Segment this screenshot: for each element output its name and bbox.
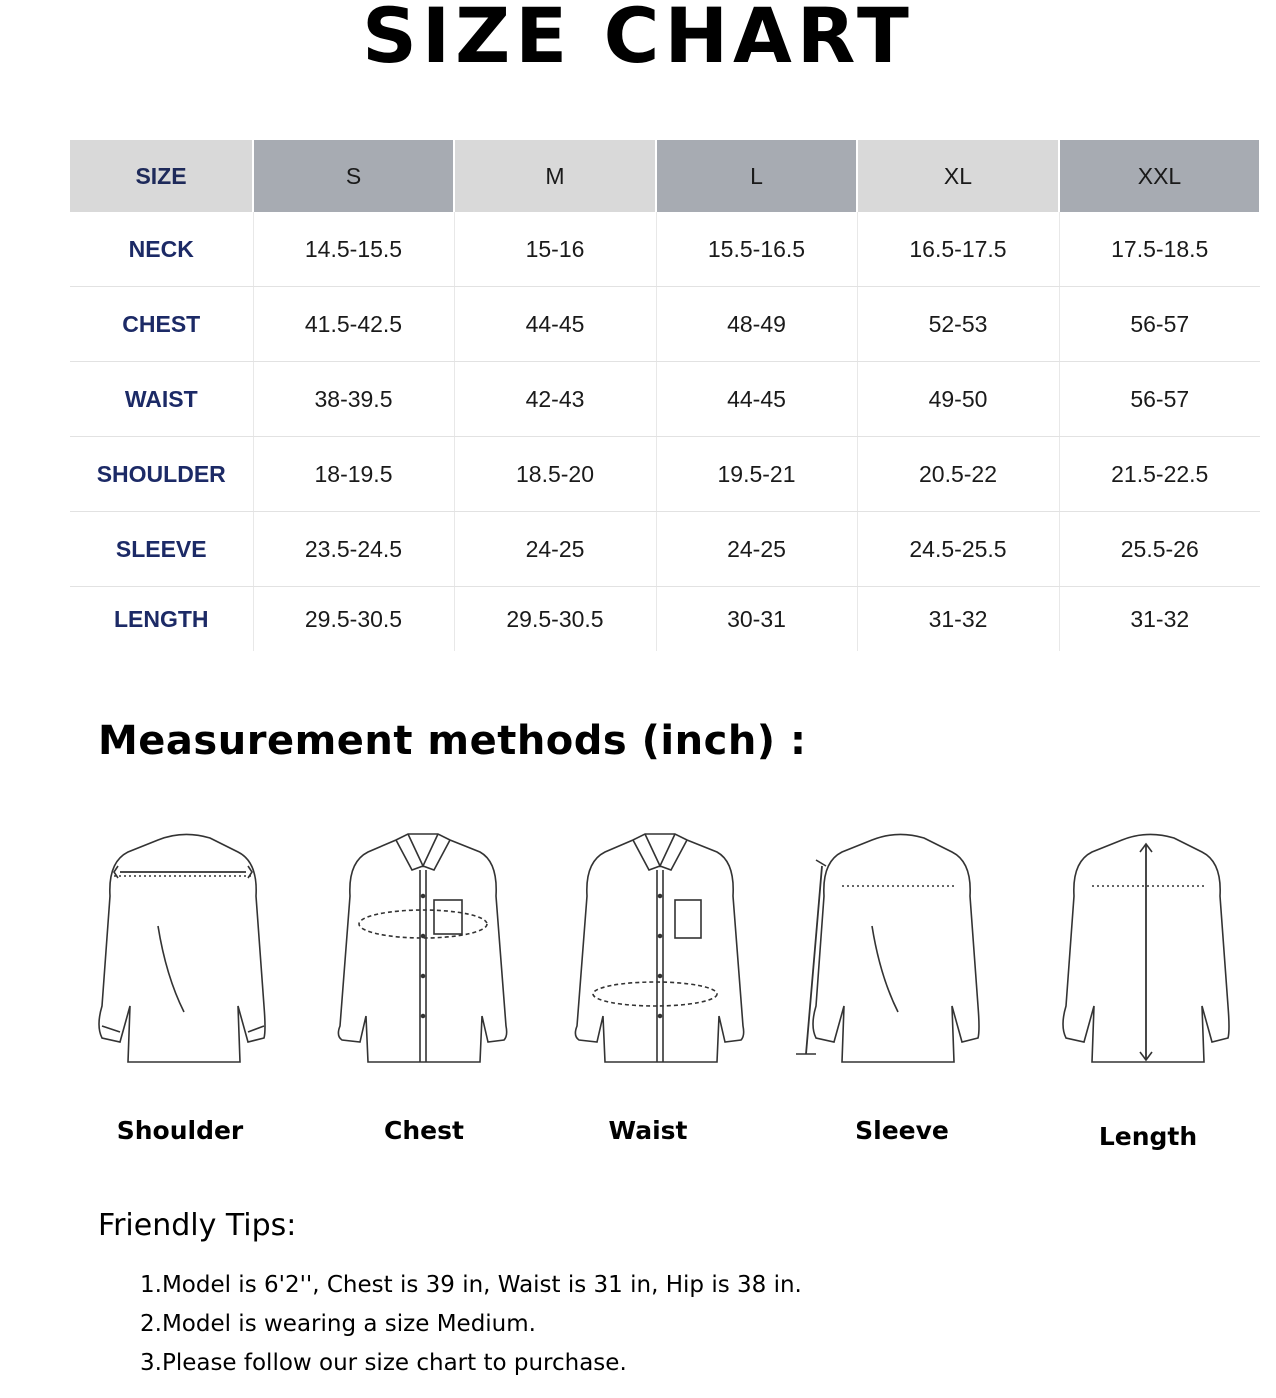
- shirt-back-length-icon: [1048, 826, 1238, 1076]
- shirt-back-shoulder-icon: [88, 826, 278, 1076]
- row-label-sleeve: SLEEVE: [70, 512, 253, 587]
- table-cell: 20.5-22: [857, 437, 1059, 512]
- table-cell: 17.5-18.5: [1059, 212, 1260, 287]
- row-label-shoulder: SHOULDER: [70, 437, 253, 512]
- table-cell: 41.5-42.5: [253, 287, 454, 362]
- table-row: [70, 512, 1260, 587]
- table-cell: 44-45: [656, 362, 857, 437]
- page-title: SIZE CHART: [362, 0, 914, 80]
- table-cell: 31-32: [1130, 605, 1190, 632]
- table-cell: 23.5-24.5: [253, 512, 454, 587]
- table-cell: 29.5-30.5: [454, 587, 656, 652]
- table-cell: 15-16: [454, 212, 656, 287]
- table-cell: 24.5-25.5: [857, 512, 1059, 587]
- friendly-tips-heading: Friendly Tips:: [98, 1208, 297, 1243]
- method-label-sleeve: Sleeve: [855, 1116, 949, 1145]
- table-row: [70, 587, 1260, 652]
- table-row: [70, 287, 1260, 362]
- measurement-methods-heading: Measurement methods (inch) :: [98, 718, 807, 764]
- table-cell: 15.5-16.5: [656, 212, 857, 287]
- table-cell: 16.5-17.5: [857, 212, 1059, 287]
- size-header-xxl: XXL: [1059, 140, 1260, 212]
- tip-item-2: 2.Model is wearing a size Medium.: [140, 1311, 536, 1337]
- row-label-waist: WAIST: [70, 362, 253, 437]
- table-cell: 56-57: [1059, 287, 1260, 362]
- table-cell: 18.5-20: [454, 437, 656, 512]
- table-cell: 38-39.5: [253, 362, 454, 437]
- table-cell: 14.5-15.5: [253, 212, 454, 287]
- table-cell: 29.5-30.5: [253, 587, 454, 652]
- table-cell: 24-25: [656, 512, 857, 587]
- shirt-back-sleeve-icon: [796, 826, 986, 1076]
- table-cell: 44-45: [454, 287, 656, 362]
- tip-item-3: 3.Please follow our size chart to purchase.: [140, 1350, 627, 1376]
- size-header-l: L: [656, 140, 857, 212]
- table-cell: 31-32: [857, 587, 1059, 652]
- size-header-label: SIZE: [70, 140, 253, 212]
- method-label-length: Length: [1098, 1122, 1198, 1151]
- table-cell: 42-43: [454, 362, 656, 437]
- row-label-neck: NECK: [70, 212, 253, 287]
- size-header-xl: XL: [857, 140, 1059, 212]
- row-label-length: LENGTH: [70, 587, 253, 652]
- table-cell: 18-19.5: [253, 437, 454, 512]
- shirt-front-waist-icon: [565, 826, 755, 1076]
- table-header-row: [70, 140, 1260, 212]
- table-row: [70, 437, 1260, 512]
- size-table: [70, 140, 1261, 651]
- method-label-chest: Chest: [384, 1116, 464, 1145]
- table-row: [70, 212, 1260, 287]
- size-header-m: M: [454, 140, 656, 212]
- tip-item-1: 1.Model is 6'2'', Chest is 39 in, Waist is 31 in, Hip is 38 in.: [140, 1272, 802, 1298]
- table-cell: 21.5-22.5: [1059, 437, 1260, 512]
- table-cell: 56-57: [1059, 362, 1260, 437]
- table-cell: 19.5-21: [656, 437, 857, 512]
- table-cell: 30-31: [656, 587, 857, 652]
- table-cell: 49-50: [857, 362, 1059, 437]
- table-cell: 24-25: [454, 512, 656, 587]
- size-header-s: S: [253, 140, 454, 212]
- table-row: [70, 362, 1260, 437]
- row-label-chest: CHEST: [70, 287, 253, 362]
- table-cell: 52-53: [857, 287, 1059, 362]
- table-cell: 25.5-26: [1059, 512, 1260, 587]
- shirt-front-chest-icon: [328, 826, 518, 1076]
- method-label-shoulder: Shoulder: [116, 1116, 244, 1145]
- method-label-waist: Waist: [608, 1116, 688, 1145]
- table-cell: 48-49: [656, 287, 857, 362]
